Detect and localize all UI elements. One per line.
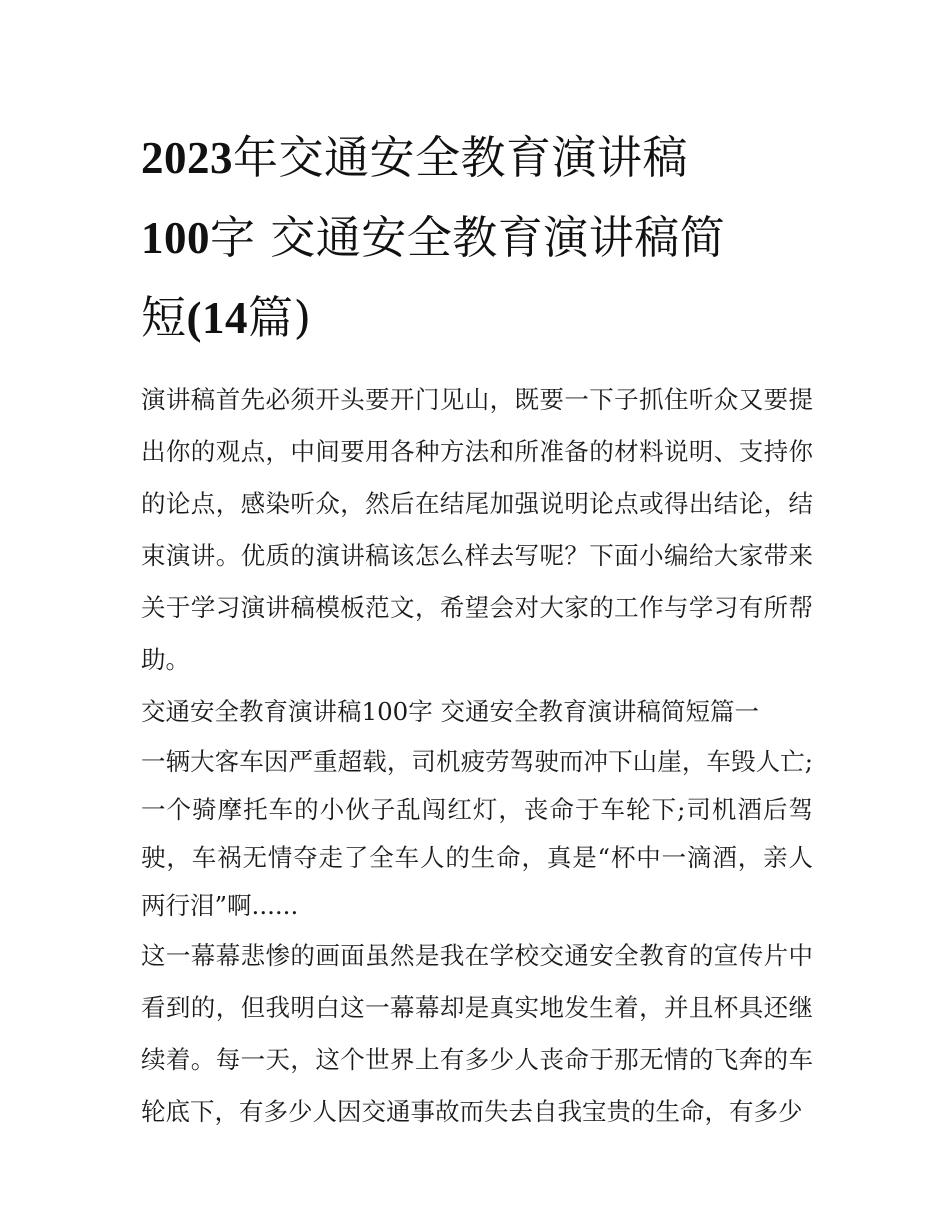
intro-paragraph: 演讲稿首先必须开头要开门见山，既要一下子抓住听众又要提出你的观点，中间要用各种方法和所准备的材料说明、支持你的论点，感染听众，然后在结尾加强说明论点或得出结论，结束演讲。优质的演讲稿该怎么样去写呢？下面小编给大家带来关于学习演讲稿模板范文，希望会对大家的工作与学习有所帮助。 <box>141 385 813 674</box>
title-line3-text-b: 篇) <box>248 291 312 344</box>
body-paragraph-1: 一辆大客车因严重超载，司机疲劳驾驶而冲下山崖，车毁人亡;一个骑摩托车的小伙子乱闯红灯，丧命于车轮下;司机酒后驾驶，车祸无情夺走了全车人的生命，真是“杯中一滴酒，亲人两行泪”啊...... <box>141 747 813 920</box>
title-line2-text: 字 交通安全教育演讲稿简 <box>210 211 726 264</box>
title-line1-text: 年交通安全教育演讲稿 <box>233 131 689 184</box>
title-word-count: 100 <box>141 213 210 263</box>
document-page <box>141 118 813 1138</box>
title-year: 2023 <box>141 133 233 183</box>
title-count: (14 <box>186 293 249 343</box>
section-heading: 交通安全教育演讲稿100字 交通安全教育演讲稿简短篇一 <box>141 697 760 726</box>
document-title <box>141 118 813 358</box>
title-line3-text-a: 短 <box>141 291 187 344</box>
body-paragraph-2: 这一幕幕悲惨的画面虽然是我在学校交通安全教育的宣传片中看到的，但我明白这一幕幕却是真实地发生着，并且杯具还继续着。每一天，这个世界上有多少人丧命于那无情的飞奔的车轮底下，有多少人因交通事故而失去自我宝贵的生命，有多少 <box>141 941 813 1126</box>
